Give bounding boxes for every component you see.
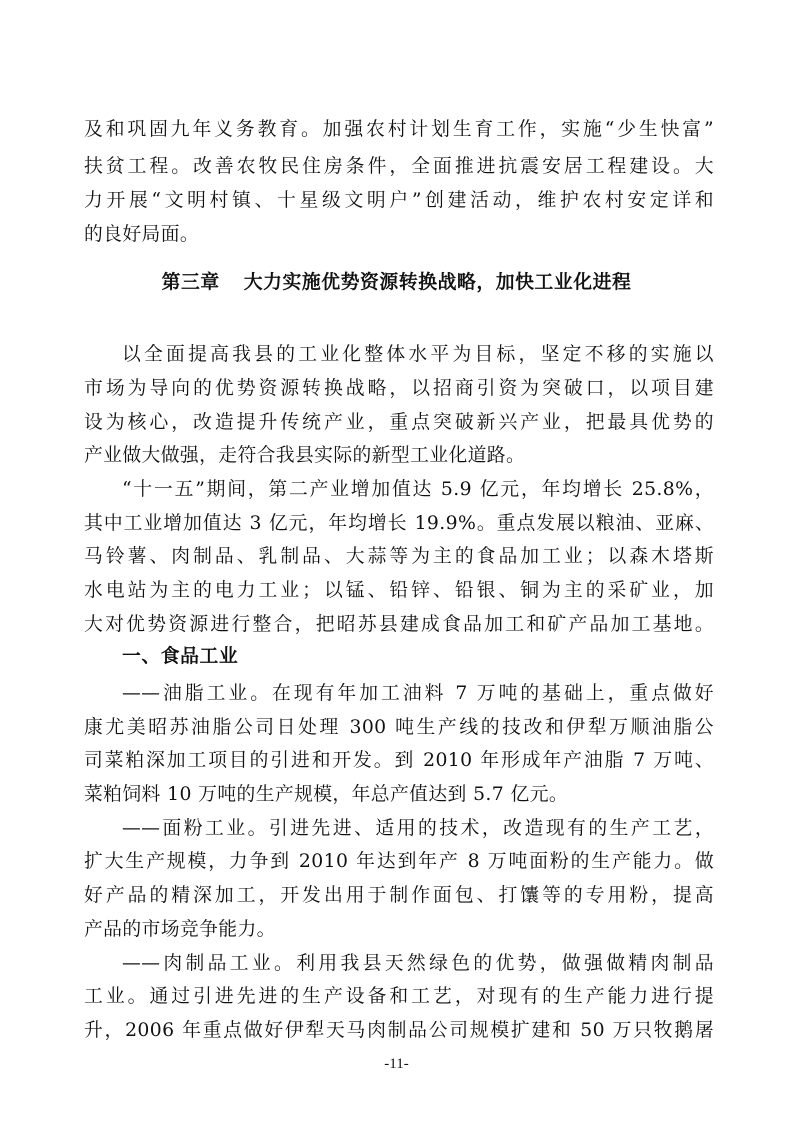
page-number: -11- [384, 1056, 409, 1072]
body-text-line: 康尤美昭苏油脂公司日处理 300 吨生产线的技改和伊犁万顺油脂公 [84, 717, 714, 738]
body-text-line: 及和巩固九年义务教育。加强农村计划生育工作，实施“少生快富” [84, 119, 714, 140]
body-text-line: ——面粉工业。引进先进、适用的技术，改造现有的生产工艺， [122, 818, 714, 839]
body-text-line: 司菜粕深加工项目的引进和开发。到 2010 年形成年产油脂 7 万吨、 [84, 750, 714, 771]
body-text-line: 扶贫工程。改善农牧民住房条件，全面推进抗震安居工程建设。大 [84, 156, 714, 177]
body-text-line: 设为核心，改造提升传统产业，重点突破新兴产业，把最具优势的 [84, 412, 714, 433]
body-text-line: 水电站为主的电力工业；以锰、铅锌、铅银、铜为主的采矿业，加 [84, 580, 714, 601]
chapter-heading [0, 266, 793, 300]
body-text-line: 的良好局面。 [84, 224, 200, 245]
section-heading: 一、食品工业 [122, 646, 239, 667]
body-text-line: 市场为导向的优势资源转换战略，以招商引资为突破口，以项目建 [84, 378, 714, 399]
body-text-line: ——肉制品工业。利用我县天然绿色的优势，做强做精肉制品 [122, 953, 714, 974]
chapter-number: 第三章 [161, 272, 220, 293]
body-text-line: 工业。通过引进先进的生产设备和工艺，对现有的生产能力进行提 [84, 986, 714, 1007]
body-text-line: 以全面提高我县的工业化整体水平为目标，坚定不移的实施以 [122, 344, 714, 365]
body-text-line: 大对优势资源进行整合，把昭苏县建成食品加工和矿产品加工基地。 [84, 614, 714, 635]
body-text-line: ——油脂工业。在现有年加工油料 7 万吨的基础上，重点做好 [122, 683, 714, 704]
body-text-line: 好产品的精深加工，开发出用于制作面包、打馕等的专用粉，提高 [84, 885, 714, 906]
body-text-line: 扩大生产规模，力争到 2010 年达到年产 8 万吨面粉的生产能力。做 [84, 851, 714, 872]
body-text-line: 其中工业增加值达 3 亿元，年均增长 19.9%。重点发展以粮油、亚麻、 [84, 513, 714, 534]
body-text-line: 产业做大做强，走符合我县实际的新型工业化道路。 [84, 445, 526, 466]
body-text-line: 力开展“文明村镇、十星级文明户”创建活动，维护农村安定详和 [84, 190, 714, 211]
chapter-title: 大力实施优势资源转换战略，加快工业化进程 [243, 272, 632, 293]
body-text-line: 马铃薯、肉制品、乳制品、大蒜等为主的食品加工业；以森木塔斯 [84, 546, 714, 567]
body-text-line: 升，2006 年重点做好伊犁天马肉制品公司规模扩建和 50 万只牧鹅屠 [84, 1020, 714, 1041]
body-text-line: 产品的市场竞争能力。 [84, 919, 276, 940]
body-text-line: 菜粕饲料 10 万吨的生产规模，年总产值达到 5.7 亿元。 [84, 784, 569, 805]
body-text-line: “十一五”期间，第二产业增加值达 5.9 亿元，年均增长 25.8%， [122, 479, 714, 500]
